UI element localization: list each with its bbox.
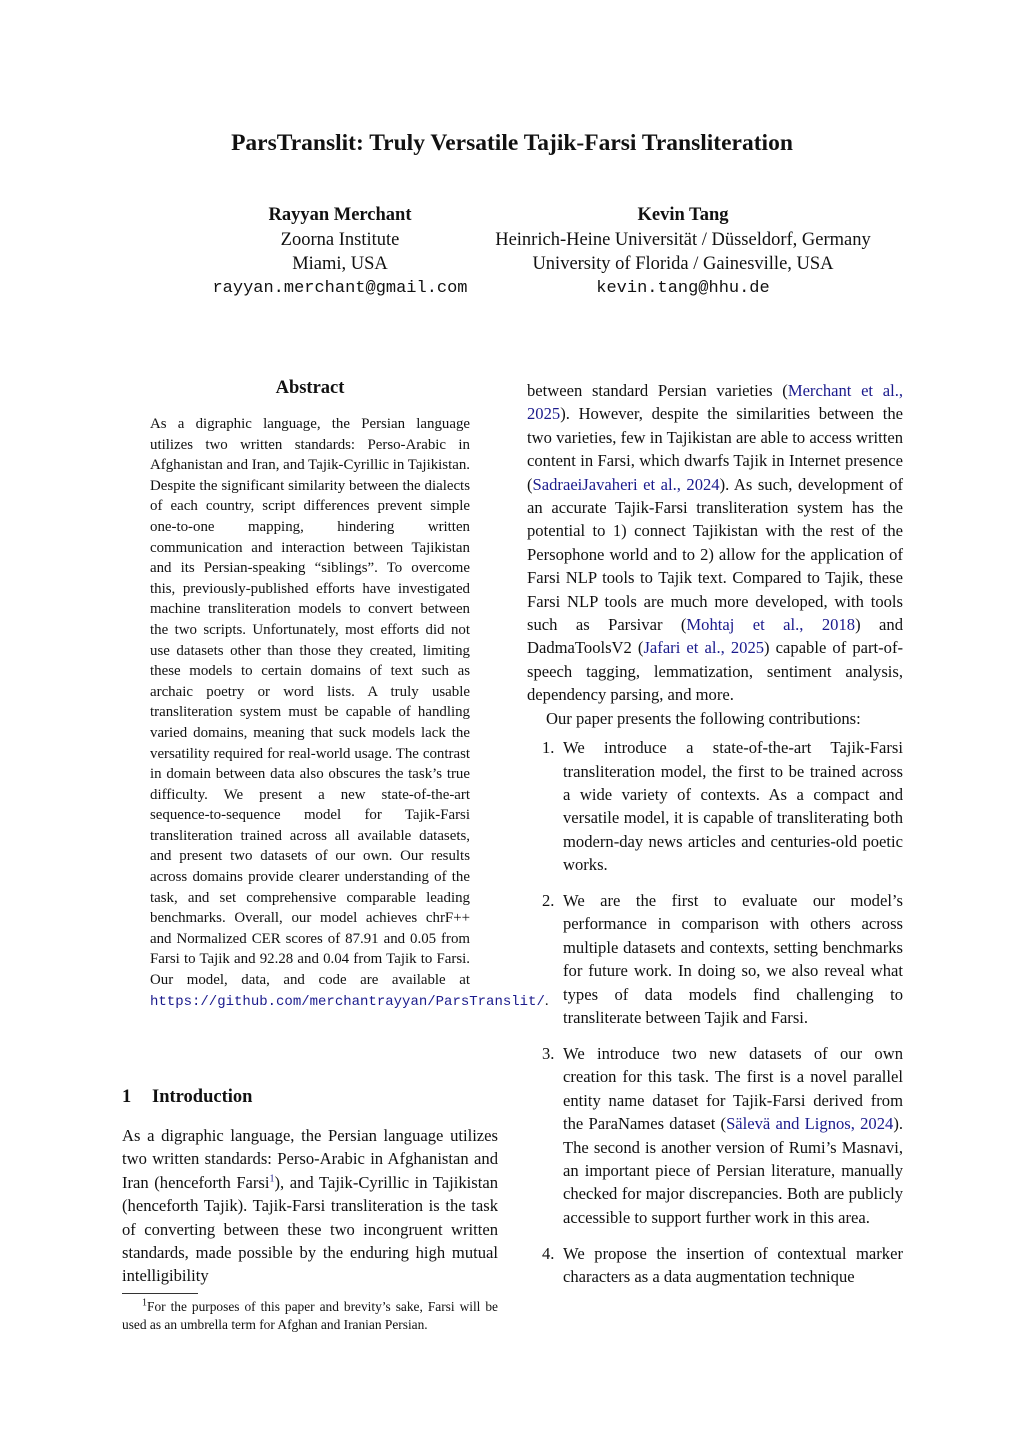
abstract-text: As a digraphic language, the Persian language utilizes two written standards: Perso-Arabic in Afghanistan and Iran, and Tajik-Cyrillic in Tajikistan. Despite the significant similarity between the dialects of each country, script differences prevent simple one-to-one mapping, hindering written communication and interaction between Tajikistan and its Persian-speaking “siblings”. To overcome this, previously-published efforts have investigated machine transliteration models to convert between the two scripts. Unfortunately, most efforts did not use datasets other than those they created, limiting these models to certain domains of text such as archaic poetry or word lists. A truly usable transliteration system must be capable of handling varied domains, meaning that suck models lack the versatility required for real-world usage. The contrast in domain between data also obscures the task’s true difficulty. We present a new state-of-the-art sequence-to-sequence model for Tajik-Farsi transliteration trained across all available datasets, and present two datasets of our own. Our results across domains provide clearer understanding of the task, and set comprehensive comparable leading benchmarks. Overall, our model achieves chrF++ and Normalized CER scores of 87.91 and 0.05 from Farsi to Tajik and 92.28 and 0.04 from Tajik to Farsi. Our model, data, and code are available at https://github.com/merchantrayyan/ParsTranslit/. (150, 416, 549, 1010)
citation-link[interactable]: Jafari et al., 2025 (643, 638, 765, 658)
footnote-divider (122, 1293, 198, 1294)
author-location: Miami, USA (292, 254, 388, 274)
citation-link[interactable]: Merchant et al., 2025 (527, 381, 903, 424)
author-name: Kevin Tang (637, 205, 729, 225)
code-link[interactable]: https://github.com/merchantrayyan/ParsTranslit/ (150, 993, 545, 1010)
contributions-list (527, 736, 903, 1288)
list-number: 4. (542, 1243, 555, 1263)
footnote-marker[interactable]: 1 (269, 1173, 275, 1185)
citation-link[interactable]: Sälevä and Lignos, 2024 (726, 1114, 894, 1134)
citation-link[interactable]: Mohtaj et al., 2018 (686, 615, 856, 635)
section-title: Introduction (152, 1087, 253, 1107)
footnote-number: 1 (142, 1297, 147, 1309)
list-number: 3. (542, 1043, 555, 1063)
list-item: 3. We introduce two new datasets of our own creation for this task. The first is a novel parallel entity name dataset for Tajik-Farsi derived from the ParaNames dataset (Sälevä and Lignos, 2024). The second is another version of Rumi’s Masnavi, an important piece of Persian literature, manually checked for major discrepancies. Both are publicly accessible to support further work in this area. (542, 1043, 903, 1227)
author-name: Rayyan Merchant (268, 205, 412, 225)
list-item: 1. We introduce a state-of-the-art Tajik-Farsi transliteration model, the first to be trained across a wide variety of contexts. As a compact and versatile model, it is capable of transliterating both modern-day news articles and centuries-old poetic works. (542, 738, 903, 875)
citation-link[interactable]: SadraeiJavaheri et al., 2024 (532, 474, 720, 494)
list-number: 2. (542, 891, 555, 911)
author-email: kevin.tang@hhu.de (596, 278, 770, 298)
section-heading-introduction (122, 1087, 252, 1108)
right-column (527, 379, 903, 1301)
author-block-2 (460, 203, 906, 301)
author-location: University of Florida / Gainesville, USA (532, 254, 834, 274)
intro-paragraph: As a digraphic language, the Persian language utilizes two written standards: Perso-Arabic in Afghanistan and Iran (henceforth Farsi$^1$), and Tajik-Cyrillic in Tajikistan (henceforth Tajik). Tajik-Farsi transliteration is the task of converting between these two incongruent written standards, made possible by the enduring high mutual intelligibility (122, 1126, 498, 1286)
abstract-heading: Abstract (275, 378, 345, 398)
author-block-1 (195, 203, 485, 301)
list-item: 2. We are the first to evaluate our model’s performance in comparison with others across multiple datasets and contexts, setting benchmarks for future work. In doing so, we also reveal what types of data models find challenging to transliterate between Tajik and Farsi. (542, 891, 903, 1028)
paper-title: ParsTranslit: Truly Versatile Tajik-Farsi Transliteration (231, 130, 793, 156)
author-affiliation: Zoorna Institute (280, 229, 400, 250)
footnote: $^1$For the purposes of this paper and brevity’s sake, Farsi will be used as an umbrella term for Afghan and Iranian Persian. (122, 1297, 498, 1332)
contributions-intro: Our paper presents the following contributions: (546, 708, 861, 728)
list-number: 1. (542, 738, 555, 758)
list-item: 4. We propose the insertion of contextual marker characters as a data augmentation technique (542, 1243, 903, 1287)
intro-paragraph-continued: between standard Persian varieties (Merchant et al., 2025). However, despite the similarities between the two varieties, few in Tajikistan are able to access written content in Farsi, which dwarfs Tajik in Internet presence (SadraeiJavaheri et al., 2024). As such, development of an accurate Tajik-Farsi transliteration system has the potential to 1) connect Tajikistan with the rest of the Persophone world and to 2) allow for the application of Farsi NLP tools to Tajik text. Compared to Tajik, these Farsi NLP tools are much more developed, with tools such as Parsivar (Mohtaj et al., 2018) and DadmaToolsV2 (Jafari et al., 2025) capable of part-of-speech tagging, lemmatization, sentiment analysis, dependency parsing, and more. (527, 381, 904, 705)
author-email: rayyan.merchant@gmail.com (212, 278, 468, 298)
author-affiliation: Heinrich-Heine Universität / Düsseldorf, Germany (495, 229, 871, 250)
section-number: 1 (122, 1087, 132, 1107)
